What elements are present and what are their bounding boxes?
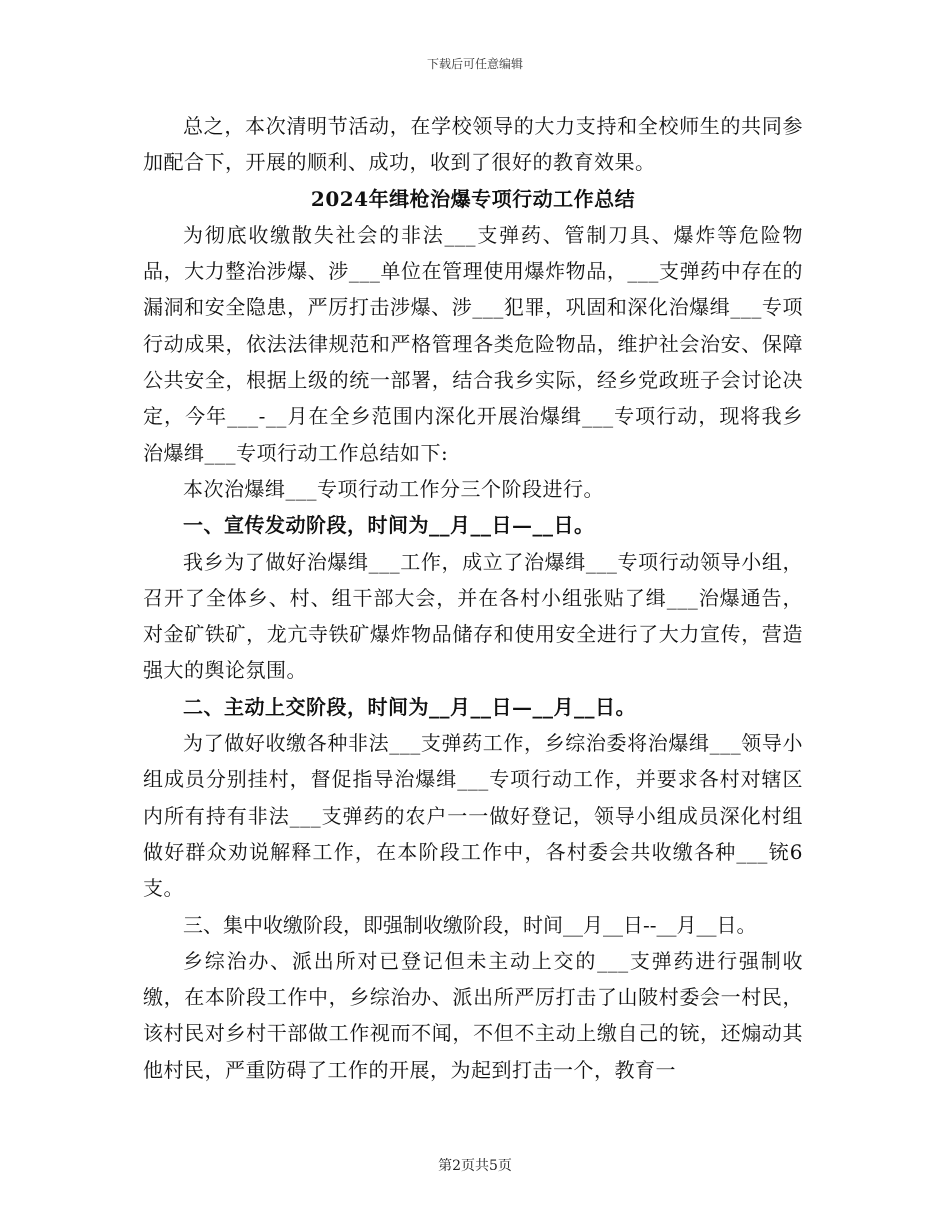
intro-closing-paragraph: 总之，本次清明节活动，在学校领导的大力支持和全校师生的共同参加配合下，开展的顺利、成功，收到了很好的教育效果。 (143, 114, 803, 175)
paragraph-voluntary-surrender-stage: 为了做好收缴各种非法___支弹药工作，乡综治委将治爆缉___领导小组成员分别挂村，督促指导治爆缉___专项行动工作，并要求各村对辖区内所有持有非法___支弹药的农户一一做好登记，领导小组成员深化村组做好群众劝说解释工作，在本阶段工作中，各村委会共收缴各种___铳6支。 (143, 731, 803, 901)
section-heading-publicity-stage: 一、宣传发动阶段，时间为__月__日—__日。 (183, 513, 595, 538)
paragraph-publicity-stage: 我乡为了做好治爆缉___工作，成立了治爆缉___专项行动领导小组，召开了全体乡、村、组干部大会，并在各村小组张贴了缉___治爆通告，对金矿铁矿，龙亢寺铁矿爆炸物品储存和使用安全进行了大力宣传，营造强大的舆论氛围。 (143, 549, 803, 683)
page-header-note: 下载后可任意编辑 (426, 57, 523, 71)
page-number: 第2页共5页 (438, 1158, 512, 1174)
section-heading-voluntary-surrender-stage: 二、主动上交阶段，时间为__月__日—__月__日。 (183, 694, 636, 719)
paragraph-stages-overview: 本次治爆缉___专项行动工作分三个阶段进行。 (183, 476, 604, 501)
paragraph-purpose: 为彻底收缴散失社会的非法___支弹药、管制刀具、爆炸等危险物品，大力整治涉爆、涉___单位在管理使用爆炸物品，___支弹药中存在的漏洞和安全隐患，严厉打击涉爆、涉___犯罪，巩固和深化治爆缉___专项行动成果，依法法律规范和严格管理各类危险物品，维护社会治安、保障公共安全，根据上级的统一部署，结合我乡实际，经乡党政班子会讨论决定，今年___-__月在全乡范围内深化开展治爆缉___专项行动，现将我乡治爆缉___专项行动工作总结如下: (143, 222, 803, 465)
paragraph-collection-stage: 乡综治办、派出所对已登记但未主动上交的___支弹药进行强制收缴，在本阶段工作中，乡综治办、派出所严厉打击了山陂村委会一村民，该村民对乡村干部做工作视而不闻，不但不主动上缴自己的铳，还煽动其他村民，严重防碍了工作的开展，为起到打击一个，教育一 (143, 948, 803, 1082)
section-heading-collection-stage: 三、集中收缴阶段，即强制收缴阶段，时间__月__日--__月__日。 (183, 912, 757, 937)
document-body (143, 108, 803, 1088)
document-title: 2024年缉枪治爆专项行动工作总结 (310, 186, 636, 211)
